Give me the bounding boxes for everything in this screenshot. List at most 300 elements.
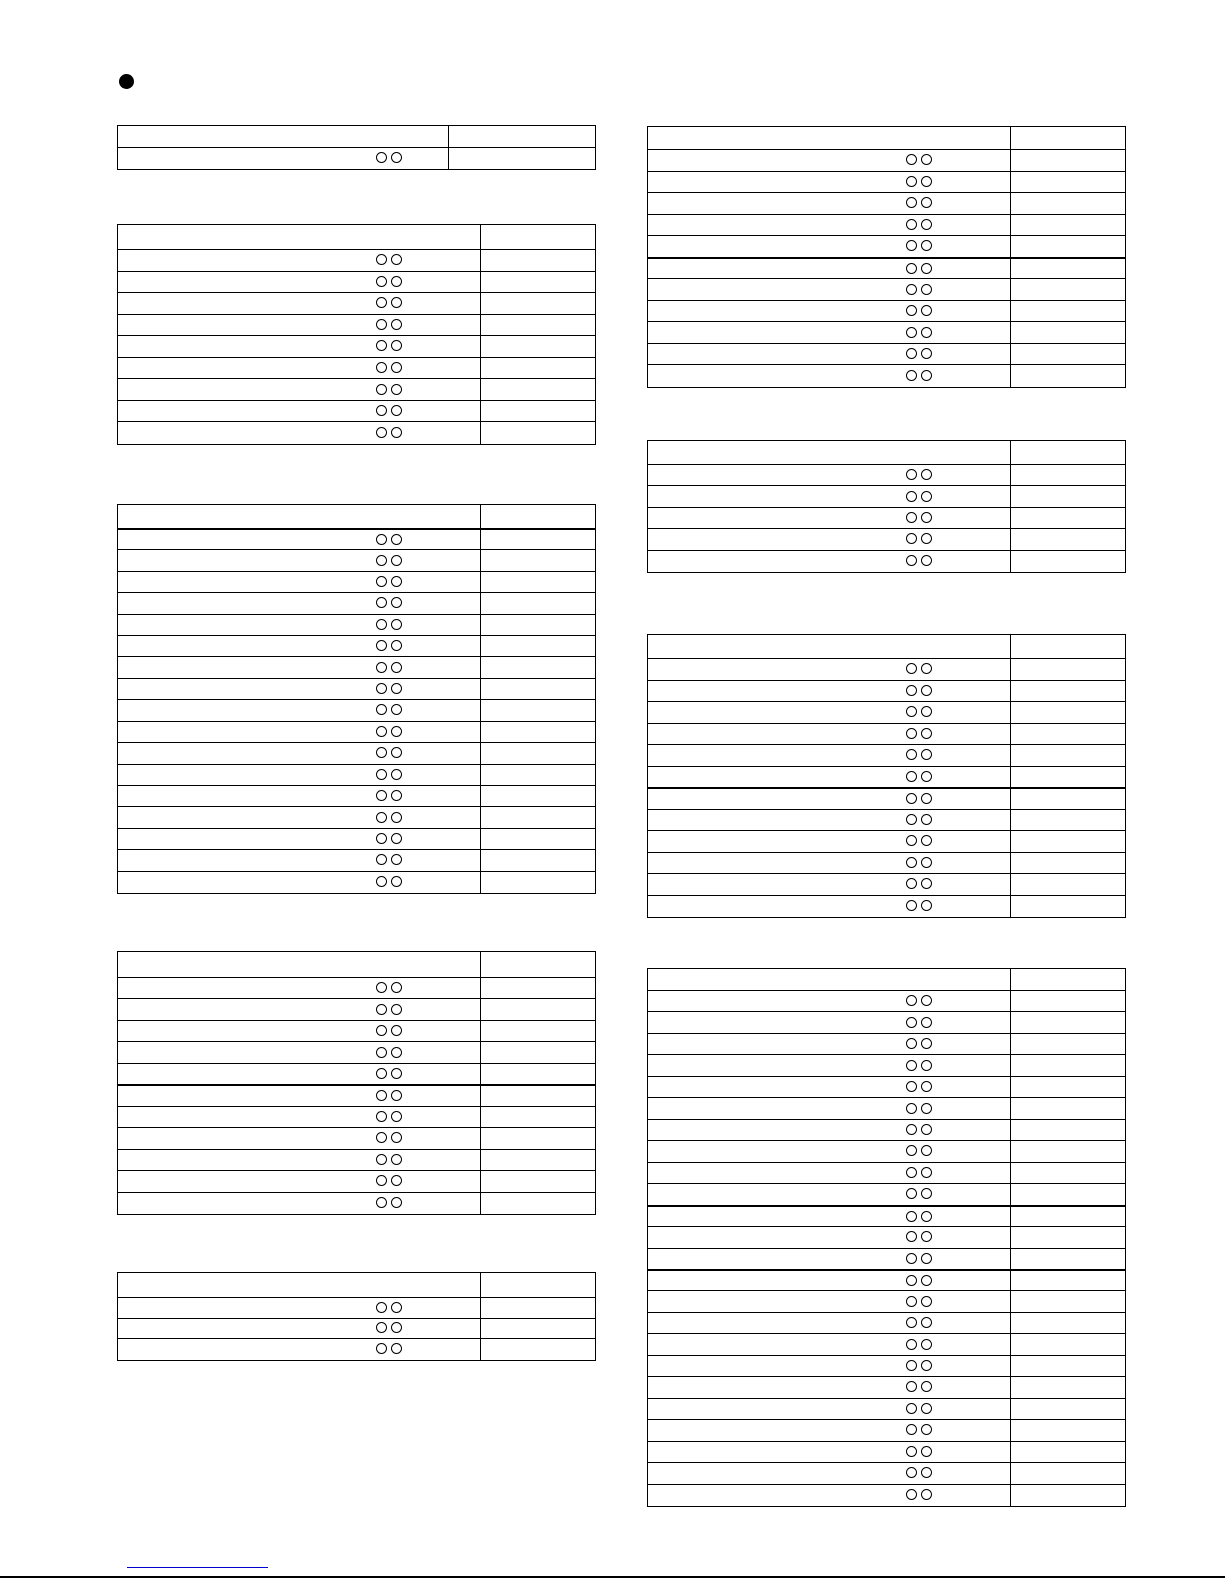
circle-checkbox-icon[interactable] — [906, 219, 917, 230]
table-row — [118, 1297, 595, 1318]
circle-checkbox-icon[interactable] — [921, 663, 932, 674]
circle-checkbox-icon[interactable] — [906, 263, 917, 274]
circle-checkbox-icon[interactable] — [391, 982, 402, 993]
check-circles — [906, 491, 932, 503]
circle-checkbox-icon[interactable] — [921, 1360, 932, 1371]
circle-checkbox-icon[interactable] — [921, 1103, 932, 1114]
circle-checkbox-icon[interactable] — [376, 254, 387, 265]
table-row — [648, 1226, 1125, 1247]
circle-checkbox-icon[interactable] — [376, 1090, 387, 1101]
circle-checkbox-icon[interactable] — [921, 857, 932, 868]
footer-divider — [0, 1576, 1225, 1578]
circle-checkbox-icon[interactable] — [906, 176, 917, 187]
circle-checkbox-icon[interactable] — [376, 747, 387, 758]
table-row — [648, 1355, 1125, 1376]
circle-checkbox-icon[interactable] — [906, 555, 917, 566]
circle-checkbox-icon[interactable] — [376, 683, 387, 694]
check-circles — [376, 362, 402, 374]
check-circles — [906, 1403, 932, 1415]
circle-checkbox-icon[interactable] — [906, 1103, 917, 1114]
table-row — [118, 785, 595, 806]
circle-checkbox-icon[interactable] — [921, 1253, 932, 1264]
circle-checkbox-icon[interactable] — [906, 1296, 917, 1307]
check-circles — [906, 878, 932, 890]
table-row — [118, 849, 595, 870]
circle-checkbox-icon[interactable] — [921, 1381, 932, 1392]
check-circles — [906, 1211, 932, 1223]
table-row — [118, 571, 595, 592]
circle-checkbox-icon[interactable] — [376, 769, 387, 780]
circle-checkbox-icon[interactable] — [376, 619, 387, 630]
circle-checkbox-icon[interactable] — [906, 197, 917, 208]
check-circles — [376, 790, 402, 802]
circle-checkbox-icon[interactable] — [906, 1360, 917, 1371]
blank-form-table — [647, 968, 1126, 1507]
circle-checkbox-icon[interactable] — [921, 685, 932, 696]
footer-link[interactable] — [127, 1567, 268, 1568]
circle-checkbox-icon[interactable] — [376, 297, 387, 308]
circle-checkbox-icon[interactable] — [391, 297, 402, 308]
table-row — [118, 147, 595, 168]
circle-checkbox-icon[interactable] — [906, 154, 917, 165]
circle-checkbox-icon[interactable] — [906, 1381, 917, 1392]
table-row — [118, 1127, 595, 1148]
circle-checkbox-icon[interactable] — [906, 878, 917, 889]
table-row — [648, 1205, 1125, 1226]
circle-checkbox-icon[interactable] — [906, 685, 917, 696]
table-row — [118, 292, 595, 314]
table-row — [648, 873, 1125, 895]
check-circles — [906, 1339, 932, 1351]
circle-checkbox-icon[interactable] — [376, 1197, 387, 1208]
circle-checkbox-icon[interactable] — [391, 555, 402, 566]
circle-checkbox-icon[interactable] — [376, 662, 387, 673]
circle-checkbox-icon[interactable] — [906, 857, 917, 868]
circle-checkbox-icon[interactable] — [391, 1090, 402, 1101]
circle-checkbox-icon[interactable] — [391, 1197, 402, 1208]
check-circles — [376, 152, 402, 164]
circle-checkbox-icon[interactable] — [921, 900, 932, 911]
table-row — [648, 300, 1125, 322]
circle-checkbox-icon[interactable] — [906, 1038, 917, 1049]
circle-checkbox-icon[interactable] — [921, 1467, 932, 1478]
table-row — [648, 852, 1125, 874]
table-row — [648, 528, 1125, 549]
check-circles — [906, 154, 932, 166]
check-circles — [376, 704, 402, 716]
table-row — [118, 314, 595, 336]
circle-checkbox-icon[interactable] — [906, 995, 917, 1006]
check-circles — [906, 728, 932, 740]
circle-checkbox-icon[interactable] — [921, 370, 932, 381]
table-row — [648, 787, 1125, 809]
check-circles — [906, 219, 932, 231]
check-circles — [376, 555, 402, 567]
check-circles — [376, 662, 402, 674]
table-row — [648, 1462, 1125, 1483]
check-circles — [376, 1068, 402, 1080]
table-row — [648, 1011, 1125, 1032]
circle-checkbox-icon[interactable] — [391, 362, 402, 373]
circle-checkbox-icon[interactable] — [906, 1403, 917, 1414]
check-circles — [906, 771, 932, 783]
circle-checkbox-icon[interactable] — [921, 793, 932, 804]
table-row — [118, 977, 595, 998]
table-row — [118, 335, 595, 357]
circle-checkbox-icon[interactable] — [391, 769, 402, 780]
circle-checkbox-icon[interactable] — [906, 327, 917, 338]
table-row — [118, 1106, 595, 1127]
table-header-row — [118, 225, 595, 249]
table-row — [118, 764, 595, 785]
circle-checkbox-icon[interactable] — [906, 1275, 917, 1286]
circle-checkbox-icon[interactable] — [921, 327, 932, 338]
circle-checkbox-icon[interactable] — [921, 1403, 932, 1414]
circle-checkbox-icon[interactable] — [391, 1004, 402, 1015]
circle-checkbox-icon[interactable] — [906, 305, 917, 316]
circle-checkbox-icon[interactable] — [921, 1317, 932, 1328]
circle-checkbox-icon[interactable] — [391, 319, 402, 330]
circle-checkbox-icon[interactable] — [906, 348, 917, 359]
table-row — [118, 742, 595, 763]
table-row — [648, 485, 1125, 506]
circle-checkbox-icon[interactable] — [921, 555, 932, 566]
circle-checkbox-icon[interactable] — [376, 1322, 387, 1333]
circle-checkbox-icon[interactable] — [921, 995, 932, 1006]
circle-checkbox-icon[interactable] — [391, 833, 402, 844]
circle-checkbox-icon[interactable] — [391, 1154, 402, 1165]
circle-checkbox-icon[interactable] — [921, 749, 932, 760]
circle-checkbox-icon[interactable] — [921, 305, 932, 316]
table-row — [118, 1318, 595, 1339]
table-row — [118, 806, 595, 827]
circle-checkbox-icon[interactable] — [921, 1081, 932, 1092]
circle-checkbox-icon[interactable] — [921, 835, 932, 846]
circle-checkbox-icon[interactable] — [921, 219, 932, 230]
table-header-row — [648, 127, 1125, 149]
circle-checkbox-icon[interactable] — [376, 1004, 387, 1015]
circle-checkbox-icon[interactable] — [906, 1446, 917, 1457]
circle-checkbox-icon[interactable] — [376, 1111, 387, 1122]
circle-checkbox-icon[interactable] — [906, 240, 917, 251]
check-circles — [906, 1317, 932, 1329]
circle-checkbox-icon[interactable] — [376, 640, 387, 651]
circle-checkbox-icon[interactable] — [391, 1111, 402, 1122]
check-circles — [376, 384, 402, 396]
circle-checkbox-icon[interactable] — [921, 284, 932, 295]
circle-checkbox-icon[interactable] — [391, 405, 402, 416]
circle-checkbox-icon[interactable] — [391, 812, 402, 823]
circle-checkbox-icon[interactable] — [391, 704, 402, 715]
table-row — [648, 723, 1125, 745]
check-circles — [906, 857, 932, 869]
table-row — [648, 830, 1125, 852]
table-row — [648, 364, 1125, 386]
check-circles — [376, 1090, 402, 1102]
circle-checkbox-icon[interactable] — [906, 469, 917, 480]
circle-checkbox-icon[interactable] — [906, 284, 917, 295]
circle-checkbox-icon[interactable] — [376, 876, 387, 887]
circle-checkbox-icon[interactable] — [921, 1060, 932, 1071]
circle-checkbox-icon[interactable] — [921, 1211, 932, 1222]
circle-checkbox-icon[interactable] — [391, 854, 402, 865]
table-row — [648, 464, 1125, 485]
circle-checkbox-icon[interactable] — [391, 534, 402, 545]
circle-checkbox-icon[interactable] — [391, 726, 402, 737]
table-row — [648, 1162, 1125, 1183]
circle-checkbox-icon[interactable] — [906, 1489, 917, 1500]
check-circles — [906, 685, 932, 697]
circle-checkbox-icon[interactable] — [906, 1253, 917, 1264]
circle-checkbox-icon[interactable] — [376, 1047, 387, 1058]
circle-checkbox-icon[interactable] — [906, 491, 917, 502]
circle-checkbox-icon[interactable] — [391, 1302, 402, 1313]
check-circles — [376, 1004, 402, 1016]
check-circles — [376, 340, 402, 352]
table-row — [118, 1170, 595, 1191]
circle-checkbox-icon[interactable] — [906, 749, 917, 760]
table-row — [118, 614, 595, 635]
circle-checkbox-icon[interactable] — [376, 276, 387, 287]
table-row — [648, 550, 1125, 571]
check-circles — [906, 1167, 932, 1179]
circle-checkbox-icon[interactable] — [921, 878, 932, 889]
circle-checkbox-icon[interactable] — [921, 348, 932, 359]
circle-checkbox-icon[interactable] — [376, 152, 387, 163]
circle-checkbox-icon[interactable] — [391, 597, 402, 608]
circle-checkbox-icon[interactable] — [376, 1068, 387, 1079]
check-circles — [906, 1231, 932, 1243]
circle-checkbox-icon[interactable] — [921, 706, 932, 717]
circle-checkbox-icon[interactable] — [391, 276, 402, 287]
circle-checkbox-icon[interactable] — [376, 405, 387, 416]
circle-checkbox-icon[interactable] — [391, 640, 402, 651]
circle-checkbox-icon[interactable] — [906, 512, 917, 523]
circle-checkbox-icon[interactable] — [376, 362, 387, 373]
table-row — [648, 149, 1125, 171]
check-circles — [906, 1253, 932, 1265]
circle-checkbox-icon[interactable] — [391, 1025, 402, 1036]
circle-checkbox-icon[interactable] — [921, 533, 932, 544]
circle-checkbox-icon[interactable] — [921, 771, 932, 782]
table-row — [118, 1041, 595, 1062]
circle-checkbox-icon[interactable] — [906, 1211, 917, 1222]
circle-checkbox-icon[interactable] — [921, 176, 932, 187]
check-circles — [906, 284, 932, 296]
circle-checkbox-icon[interactable] — [921, 1145, 932, 1156]
check-circles — [376, 833, 402, 845]
circle-checkbox-icon[interactable] — [921, 240, 932, 251]
circle-checkbox-icon[interactable] — [906, 1231, 917, 1242]
circle-checkbox-icon[interactable] — [906, 1424, 917, 1435]
circle-checkbox-icon[interactable] — [391, 152, 402, 163]
circle-checkbox-icon[interactable] — [391, 790, 402, 801]
circle-checkbox-icon[interactable] — [906, 1060, 917, 1071]
circle-checkbox-icon[interactable] — [906, 663, 917, 674]
circle-checkbox-icon[interactable] — [391, 1132, 402, 1143]
circle-checkbox-icon[interactable] — [391, 576, 402, 587]
table-row — [648, 1054, 1125, 1075]
circle-checkbox-icon[interactable] — [906, 728, 917, 739]
circle-checkbox-icon[interactable] — [921, 1446, 932, 1457]
circle-checkbox-icon[interactable] — [906, 1467, 917, 1478]
circle-checkbox-icon[interactable] — [906, 814, 917, 825]
blank-form-table — [647, 126, 1126, 388]
circle-checkbox-icon[interactable] — [906, 900, 917, 911]
circle-checkbox-icon[interactable] — [906, 1167, 917, 1178]
check-circles — [906, 263, 932, 275]
check-circles — [906, 1296, 932, 1308]
circle-checkbox-icon[interactable] — [921, 1489, 932, 1500]
blank-form-table — [117, 504, 596, 894]
circle-checkbox-icon[interactable] — [921, 1424, 932, 1435]
check-circles — [376, 1343, 402, 1355]
circle-checkbox-icon[interactable] — [376, 1025, 387, 1036]
circle-checkbox-icon[interactable] — [376, 555, 387, 566]
circle-checkbox-icon[interactable] — [391, 427, 402, 438]
circle-checkbox-icon[interactable] — [376, 1343, 387, 1354]
circle-checkbox-icon[interactable] — [906, 1081, 917, 1092]
table-header-row — [118, 126, 595, 147]
circle-checkbox-icon[interactable] — [906, 793, 917, 804]
circle-checkbox-icon[interactable] — [921, 1124, 932, 1135]
circle-checkbox-icon[interactable] — [921, 1339, 932, 1350]
circle-checkbox-icon[interactable] — [921, 1188, 932, 1199]
circle-checkbox-icon[interactable] — [921, 1017, 932, 1028]
circle-checkbox-icon[interactable] — [391, 1175, 402, 1186]
table-row — [118, 1192, 595, 1213]
check-circles — [376, 812, 402, 824]
circle-checkbox-icon[interactable] — [906, 533, 917, 544]
table-row — [118, 656, 595, 677]
table-row — [648, 701, 1125, 723]
circle-checkbox-icon[interactable] — [376, 534, 387, 545]
circle-checkbox-icon[interactable] — [906, 1339, 917, 1350]
circle-checkbox-icon[interactable] — [391, 1068, 402, 1079]
blank-form-table — [117, 125, 596, 170]
table-row — [118, 871, 595, 892]
table-row — [648, 507, 1125, 528]
circle-checkbox-icon[interactable] — [906, 1317, 917, 1328]
circle-checkbox-icon[interactable] — [921, 728, 932, 739]
table-row — [648, 766, 1125, 788]
check-circles — [906, 1017, 932, 1029]
circle-checkbox-icon[interactable] — [906, 771, 917, 782]
circle-checkbox-icon[interactable] — [906, 1188, 917, 1199]
circle-checkbox-icon[interactable] — [391, 1322, 402, 1333]
circle-checkbox-icon[interactable] — [906, 1017, 917, 1028]
check-circles — [376, 319, 402, 331]
check-circles — [906, 1381, 932, 1393]
check-circles — [906, 900, 932, 912]
circle-checkbox-icon[interactable] — [376, 726, 387, 737]
circle-checkbox-icon[interactable] — [391, 662, 402, 673]
check-circles — [376, 769, 402, 781]
circle-checkbox-icon[interactable] — [921, 814, 932, 825]
circle-checkbox-icon[interactable] — [376, 1154, 387, 1165]
table-header-row — [118, 952, 595, 977]
table-header-row — [648, 441, 1125, 464]
circle-checkbox-icon[interactable] — [391, 384, 402, 395]
circle-checkbox-icon[interactable] — [906, 835, 917, 846]
circle-checkbox-icon[interactable] — [921, 263, 932, 274]
circle-checkbox-icon[interactable] — [376, 854, 387, 865]
check-circles — [906, 1103, 932, 1115]
circle-checkbox-icon[interactable] — [921, 1167, 932, 1178]
circle-checkbox-icon[interactable] — [376, 1175, 387, 1186]
circle-checkbox-icon[interactable] — [921, 154, 932, 165]
circle-checkbox-icon[interactable] — [391, 876, 402, 887]
circle-checkbox-icon[interactable] — [391, 683, 402, 694]
check-circles — [906, 793, 932, 805]
circle-checkbox-icon[interactable] — [376, 576, 387, 587]
circle-checkbox-icon[interactable] — [921, 491, 932, 502]
table-row — [118, 828, 595, 849]
circle-checkbox-icon[interactable] — [376, 1302, 387, 1313]
check-circles — [376, 876, 402, 888]
circle-checkbox-icon[interactable] — [376, 427, 387, 438]
circle-checkbox-icon[interactable] — [376, 340, 387, 351]
circle-checkbox-icon[interactable] — [391, 1343, 402, 1354]
circle-checkbox-icon[interactable] — [376, 812, 387, 823]
circle-checkbox-icon[interactable] — [921, 469, 932, 480]
circle-checkbox-icon[interactable] — [906, 1124, 917, 1135]
table-row — [648, 1097, 1125, 1118]
circle-checkbox-icon[interactable] — [376, 319, 387, 330]
table-header-row — [118, 505, 595, 528]
check-circles — [376, 405, 402, 417]
table-row — [118, 421, 595, 443]
table-row — [118, 699, 595, 720]
blank-form-table — [117, 1272, 596, 1361]
table-row — [118, 592, 595, 613]
table-row — [118, 400, 595, 422]
circle-checkbox-icon[interactable] — [391, 619, 402, 630]
circle-checkbox-icon[interactable] — [376, 1132, 387, 1143]
table-row — [648, 1248, 1125, 1269]
table-row — [648, 1033, 1125, 1054]
table-row — [648, 895, 1125, 917]
check-circles — [906, 706, 932, 718]
table-row — [118, 1084, 595, 1105]
circle-checkbox-icon[interactable] — [921, 197, 932, 208]
circle-checkbox-icon[interactable] — [921, 1296, 932, 1307]
circle-checkbox-icon[interactable] — [921, 1275, 932, 1286]
circle-checkbox-icon[interactable] — [921, 512, 932, 523]
check-circles — [376, 1322, 402, 1334]
circle-checkbox-icon[interactable] — [921, 1231, 932, 1242]
circle-checkbox-icon[interactable] — [906, 370, 917, 381]
circle-checkbox-icon[interactable] — [906, 1145, 917, 1156]
circle-checkbox-icon[interactable] — [391, 340, 402, 351]
check-circles — [906, 1060, 932, 1072]
check-circles — [906, 995, 932, 1007]
circle-checkbox-icon[interactable] — [376, 704, 387, 715]
blank-form-table — [647, 634, 1126, 918]
circle-checkbox-icon[interactable] — [391, 1047, 402, 1058]
circle-checkbox-icon[interactable] — [921, 1038, 932, 1049]
table-row — [648, 1419, 1125, 1440]
circle-checkbox-icon[interactable] — [376, 790, 387, 801]
circle-checkbox-icon[interactable] — [906, 706, 917, 717]
circle-checkbox-icon[interactable] — [376, 384, 387, 395]
circle-checkbox-icon[interactable] — [391, 254, 402, 265]
circle-checkbox-icon[interactable] — [376, 597, 387, 608]
circle-checkbox-icon[interactable] — [376, 833, 387, 844]
circle-checkbox-icon[interactable] — [376, 982, 387, 993]
circle-checkbox-icon[interactable] — [391, 747, 402, 758]
check-circles — [376, 747, 402, 759]
